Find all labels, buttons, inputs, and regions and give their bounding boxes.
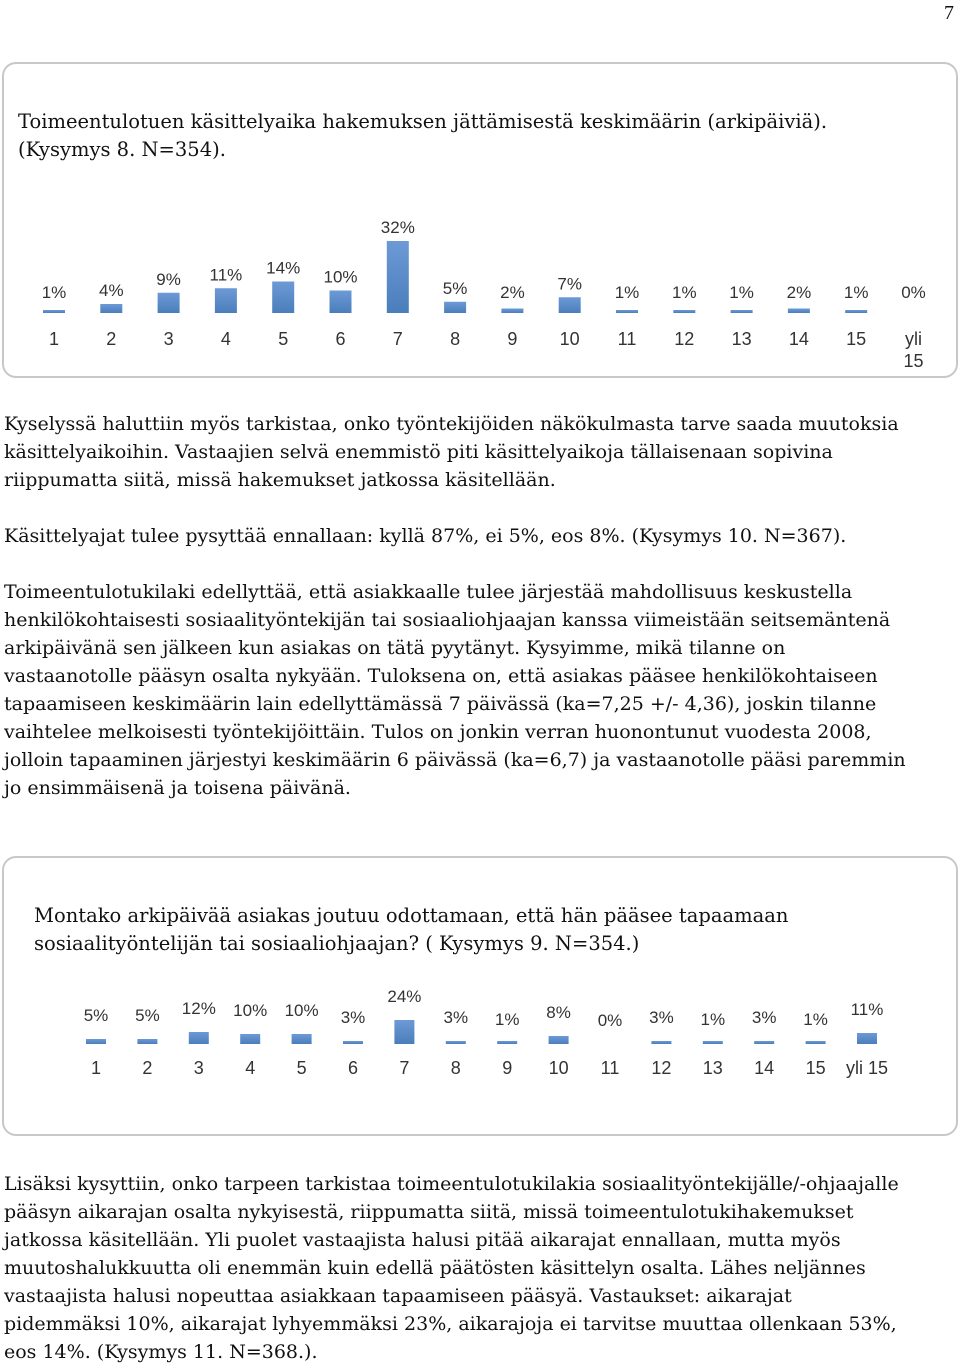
chart-2-tick-label: 3 [193, 1058, 204, 1078]
chart-2-data-label: 8% [546, 1003, 571, 1022]
chart-2-bar [343, 1041, 363, 1044]
chart-2-bar [651, 1041, 671, 1044]
p4-line: muutoshalukkuutta oli enemmän kuin edellä päätösten käsittelyn osalta. Lähes neljännes [4, 1257, 866, 1279]
chart-1-tick-label: 15 [903, 351, 924, 371]
chart-1-tick-label: 10 [559, 329, 580, 349]
chart-1-data-label: 11% [209, 265, 243, 285]
p4-line: vastaajista halusi nopeuttaa asiakkaan tapaamiseen pääsyä. Vastaukset: aikarajat [4, 1285, 792, 1307]
chart-1-tick-label: 5 [278, 329, 289, 349]
chart-2-bar [497, 1041, 517, 1044]
chart-2-data-label: 10% [233, 1001, 268, 1020]
p1-line: riippumatta siitä, missä hakemukset jatkossa käsitellään. [4, 469, 556, 491]
chart-1-bar [100, 304, 122, 313]
chart-2-tick-label: 13 [702, 1058, 723, 1078]
chart-1-data-label: 7% [557, 274, 582, 294]
chart-2-tick-label: 4 [245, 1058, 256, 1078]
p3-line: henkilökohtaisesti sosiaalityöntekijän tai sosiaaliohjaajan kanssa viimeistään seitsemäntenä [4, 609, 891, 631]
chart-1-bar [158, 293, 180, 313]
page-number: 7 [944, 2, 954, 24]
chart-1-tick-label: 12 [674, 329, 695, 349]
chart-1-data-label: 9% [156, 269, 181, 289]
chart-2-tick-label: 5 [296, 1058, 307, 1078]
chart-1-bar [272, 282, 294, 314]
chart-1-data-label: 32% [380, 218, 415, 237]
chart-2-bar [137, 1039, 157, 1044]
chart-1-tick-label: 11 [617, 329, 637, 349]
chart-1-bar [788, 309, 810, 314]
chart-2-data-label: 5% [83, 1006, 109, 1025]
p1-line: käsittelyaikoihin. Vastaajien selvä enemmistö piti käsittelyaikoja tällaisenaan sopivina [4, 441, 833, 463]
chart-1-data-label: 1% [843, 283, 869, 302]
p4-line: pääsyn aikarajan osalta nykyisestä, riippumatta siitä, missä toimeentulotukihakemukset [4, 1201, 854, 1223]
p4-line: eos 14%. (Kysymys 11. N=368.). [4, 1341, 318, 1363]
chart-2-data-label: 0% [597, 1011, 623, 1030]
chart-1-data-label: 2% [500, 283, 525, 302]
chart-2-tick-label: 9 [502, 1058, 513, 1078]
p3-line: jo ensimmäisenä ja toisena päivänä. [4, 777, 351, 799]
chart-2-data-label: 10% [284, 1001, 319, 1020]
chart-2-tick-label: yli 15 [845, 1058, 889, 1078]
chart-1-tick-label: 9 [507, 329, 518, 349]
chart-2-tick-label: 11 [600, 1058, 620, 1078]
chart-2-tick-label: 2 [142, 1058, 153, 1078]
chart-2-data-label: 3% [751, 1008, 777, 1027]
p1-line: Kyselyssä haluttiin myös tarkistaa, onko työntekijöiden näkökulmasta tarve saada muutoksia [4, 413, 899, 435]
chart-1-tick-label: 13 [731, 329, 752, 349]
p4-line: jatkossa käsitellään. Yli puolet vastaajista halusi pitää aikarajat ennallaan, mutta myös [4, 1229, 841, 1251]
chart-1-bar [559, 297, 581, 313]
chart-1-tick-label: 4 [220, 329, 231, 349]
p3-line: tapaamiseen keskimäärin lain edellyttämässä 7 päivässä (ka=7,25 +/- 4,36), joskin tilanne [4, 693, 877, 715]
chart-2-tick-label: 1 [90, 1058, 102, 1078]
chart-1-title-line2: (Kysymys 8. N=354). [18, 138, 226, 161]
p3-line: Toimeentulotukilaki edellyttää, että asiakkaalle tulee järjestää mahdollisuus keskustella [4, 581, 853, 603]
chart-2-data-label: 1% [803, 1010, 828, 1029]
chart-1-bar [731, 310, 753, 313]
chart-2-bar [806, 1041, 826, 1044]
p3-line: jolloin tapaaminen järjestyi keskimäärin 6 päivässä (ka=6,7) ja vastaanotolle pääsi paremmin [4, 749, 906, 771]
chart-1-bar [387, 241, 409, 313]
chart-2-data-label: 11% [850, 1000, 884, 1019]
chart-2-tick-label: 6 [347, 1058, 359, 1078]
chart-2-data-label: 1% [700, 1010, 726, 1029]
chart-2-tick-label: 14 [754, 1058, 775, 1078]
chart-1-box [2, 62, 958, 378]
chart-1-title-line1: Toimeentulotuen käsittelyaika hakemuksen jättämisestä keskimäärin (arkipäiviä). [18, 110, 828, 133]
chart-1-tick-label: 8 [450, 329, 461, 349]
chart-1-tick-label: yli [905, 329, 922, 349]
chart-1-bar [845, 310, 867, 313]
chart-2-data-label: 24% [387, 987, 422, 1006]
chart-1-tick-label: 14 [788, 329, 809, 349]
chart-1-tick-label: 7 [392, 329, 403, 349]
chart-1-bar [444, 302, 466, 313]
chart-1-bar [616, 310, 638, 313]
chart-1 [4, 64, 956, 376]
p3-line: arkipäivänä sen jälkeen kun asiakas on tätä pyytänyt. Kysyimme, mikä tilanne on [4, 637, 786, 659]
chart-2-bar [86, 1039, 106, 1044]
chart-2-tick-label: 7 [399, 1058, 410, 1078]
paragraph-2 [4, 522, 846, 550]
chart-1-bar [501, 309, 523, 314]
chart-2-bar [446, 1041, 466, 1044]
chart-2-bar [754, 1041, 774, 1044]
chart-1-data-label: 1% [672, 283, 697, 302]
chart-1-tick-label: 3 [163, 329, 174, 349]
chart-2-bar [189, 1032, 209, 1044]
chart-2-bar [240, 1034, 260, 1044]
chart-2-data-label: 5% [135, 1006, 160, 1025]
paragraph-3 [4, 578, 906, 802]
chart-2-title-line1: Montako arkipäivää asiakas joutuu odottamaan, että hän pääsee tapaamaan [34, 904, 789, 927]
p4-line: Lisäksi kysyttiin, onko tarpeen tarkistaa toimeentulotukilakia sosiaalityöntekijälle/-ohjaajalle [4, 1173, 899, 1195]
chart-1-data-label: 5% [442, 278, 468, 298]
p3-line: vastaanotolle pääsyn osalta nykyään. Tuloksena on, että asiakas pääsee henkilökohtaiseen [4, 665, 878, 687]
chart-2-data-label: 3% [340, 1008, 366, 1027]
chart-2-bar [292, 1034, 312, 1044]
chart-1-data-label: 4% [99, 281, 124, 300]
chart-1-data-label: 2% [786, 283, 812, 302]
paragraph-4 [4, 1170, 899, 1366]
chart-1-data-label: 1% [614, 283, 640, 302]
chart-2-data-label: 3% [649, 1008, 674, 1027]
chart-1-data-label: 14% [266, 258, 301, 278]
p2-line: Käsittelyajat tulee pysyttää ennallaan: kyllä 87%, ei 5%, eos 8%. (Kysymys 10. N=367). [4, 525, 847, 547]
p3-line: vaihtelee melkoisesti työntekijöittäin. Tulos on jonkin verran huonontunut vuodesta 2008, [4, 721, 872, 743]
chart-2-title-line2: sosiaalityöntelijän tai sosiaaliohjaajan? ( Kysymys 9. N=354.) [34, 932, 640, 955]
chart-2-data-label: 3% [443, 1008, 469, 1027]
chart-1-data-label: 1% [729, 283, 754, 302]
chart-2-tick-label: 8 [450, 1058, 461, 1078]
chart-2-bar [703, 1041, 723, 1044]
chart-1-bar [43, 310, 65, 313]
chart-1-data-label: 1% [41, 283, 67, 302]
chart-2-bar [549, 1036, 569, 1044]
chart-1-bar [330, 291, 352, 314]
chart-2-box [2, 856, 958, 1136]
chart-2-tick-label: 15 [805, 1058, 826, 1078]
chart-1-tick-label: 2 [106, 329, 117, 349]
chart-1-bar [673, 310, 695, 313]
chart-2-data-label: 12% [181, 999, 216, 1018]
chart-1-data-label: 10% [323, 267, 358, 287]
chart-1-tick-label: 6 [335, 329, 346, 349]
chart-2-bar [857, 1033, 877, 1044]
chart-1-tick-label: 15 [846, 329, 867, 349]
p4-line: pidemmäksi 10%, aikarajat lyhyemmäksi 23%, aikarajoja ei tarvitse muuttaa ollenkaan 53%, [4, 1313, 897, 1335]
chart-2-tick-label: 10 [548, 1058, 569, 1078]
chart-1-bar [215, 288, 237, 313]
chart-2-data-label: 1% [494, 1010, 520, 1029]
chart-2-tick-label: 12 [651, 1058, 672, 1078]
chart-1-data-label: 0% [901, 283, 926, 302]
chart-1-tick-label: 1 [48, 329, 60, 349]
chart-2 [4, 858, 956, 1134]
chart-2-bar [394, 1020, 414, 1044]
paragraph-1 [4, 410, 899, 494]
